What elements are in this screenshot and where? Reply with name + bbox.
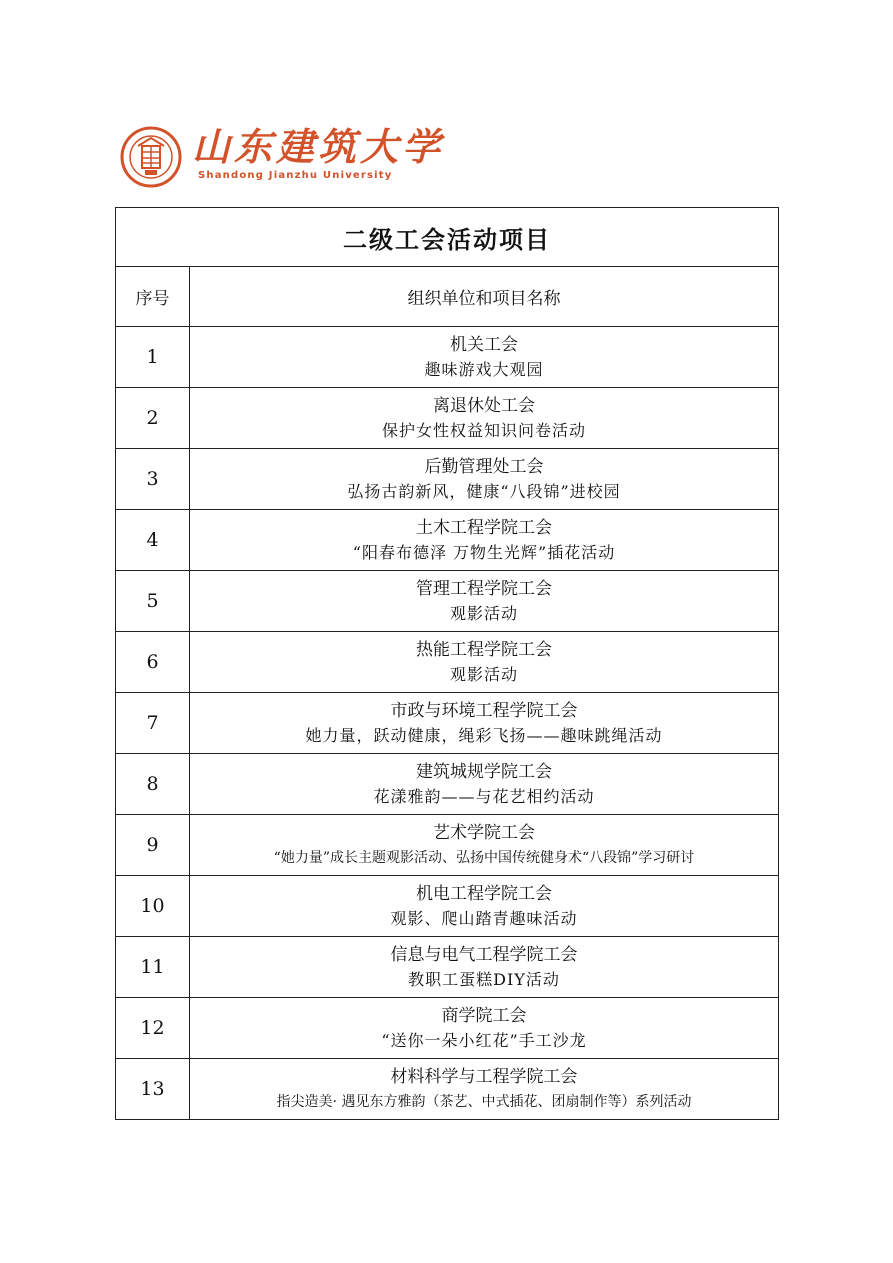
university-logo xyxy=(120,124,445,186)
table-row xyxy=(116,754,779,815)
row-content xyxy=(190,571,779,632)
university-seal-icon xyxy=(120,126,182,188)
row-index: 1 xyxy=(116,327,190,388)
row-index: 10 xyxy=(116,876,190,937)
organizing-unit: 材料科学与工程学院工会 xyxy=(390,1067,578,1087)
organizing-unit: 后勤管理处工会 xyxy=(424,457,544,477)
project-name: 保护女性权益知识问卷活动 xyxy=(381,421,586,440)
row-content xyxy=(190,815,779,876)
project-name: 观影活动 xyxy=(449,665,518,684)
table-row xyxy=(116,1059,779,1120)
table-row xyxy=(116,327,779,388)
organizing-unit: 热能工程学院工会 xyxy=(416,640,552,660)
row-content xyxy=(190,876,779,937)
row-index: 7 xyxy=(116,693,190,754)
table-row xyxy=(116,632,779,693)
row-index: 2 xyxy=(116,388,190,449)
project-name: “她力量”成长主题观影活动、弘扬中国传统健身术“八段锦”学习研讨 xyxy=(273,850,695,866)
project-name: 观影、爬山踏青趣味活动 xyxy=(390,909,578,928)
organizing-unit: 离退休处工会 xyxy=(433,396,535,416)
row-content xyxy=(190,327,779,388)
table-row xyxy=(116,571,779,632)
row-content xyxy=(190,754,779,815)
organizing-unit: 市政与环境工程学院工会 xyxy=(390,701,578,721)
table-row xyxy=(116,998,779,1059)
organizing-unit: 商学院工会 xyxy=(441,1006,527,1026)
row-index: 9 xyxy=(116,815,190,876)
table-row xyxy=(116,815,779,876)
table-row xyxy=(116,876,779,937)
table-row xyxy=(116,510,779,571)
header-index: 序号 xyxy=(116,267,190,327)
activity-table xyxy=(115,207,779,1120)
project-name: 教职工蛋糕DIY活动 xyxy=(408,970,560,989)
university-name-cn: 山东建筑大学 xyxy=(192,124,445,169)
organizing-unit: 艺术学院工会 xyxy=(433,823,535,843)
row-index: 13 xyxy=(116,1059,190,1120)
row-content xyxy=(190,998,779,1059)
row-index: 12 xyxy=(116,998,190,1059)
row-index: 11 xyxy=(116,937,190,998)
row-content xyxy=(190,937,779,998)
table-row xyxy=(116,449,779,510)
project-name: 指尖造美· 遇见东方雅韵（茶艺、中式插花、团扇制作等）系列活动 xyxy=(276,1094,692,1110)
row-content xyxy=(190,1059,779,1120)
project-name: “送你一朵小红花”手工沙龙 xyxy=(381,1031,587,1050)
row-index: 8 xyxy=(116,754,190,815)
row-content xyxy=(190,632,779,693)
organizing-unit: 机电工程学院工会 xyxy=(416,884,552,904)
project-name: 趣味游戏大观园 xyxy=(424,360,544,379)
project-name: 弘扬古韵新风，健康“八段锦”进校园 xyxy=(347,482,621,501)
table-row xyxy=(116,937,779,998)
row-content xyxy=(190,693,779,754)
row-index: 4 xyxy=(116,510,190,571)
organizing-unit: 管理工程学院工会 xyxy=(416,579,552,599)
table-row xyxy=(116,388,779,449)
project-name: 花漾雅韵——与花艺相约活动 xyxy=(373,787,595,806)
row-content xyxy=(190,449,779,510)
organizing-unit: 机关工会 xyxy=(450,335,518,355)
header-name: 组织单位和项目名称 xyxy=(190,267,779,327)
table-row xyxy=(116,693,779,754)
organizing-unit: 建筑城规学院工会 xyxy=(416,762,552,782)
organizing-unit: 信息与电气工程学院工会 xyxy=(390,945,578,965)
organizing-unit: 土木工程学院工会 xyxy=(416,518,552,538)
row-index: 6 xyxy=(116,632,190,693)
project-name: “阳春布德泽 万物生光辉”插花活动 xyxy=(352,543,616,562)
project-name: 她力量，跃动健康，绳彩飞扬——趣味跳绳活动 xyxy=(305,726,663,745)
row-index: 5 xyxy=(116,571,190,632)
row-index: 3 xyxy=(116,449,190,510)
university-name-en: Shandong Jianzhu University xyxy=(198,170,393,181)
project-name: 观影活动 xyxy=(449,604,518,623)
row-content xyxy=(190,388,779,449)
table-title: 二级工会活动项目 xyxy=(116,208,779,267)
row-content xyxy=(190,510,779,571)
